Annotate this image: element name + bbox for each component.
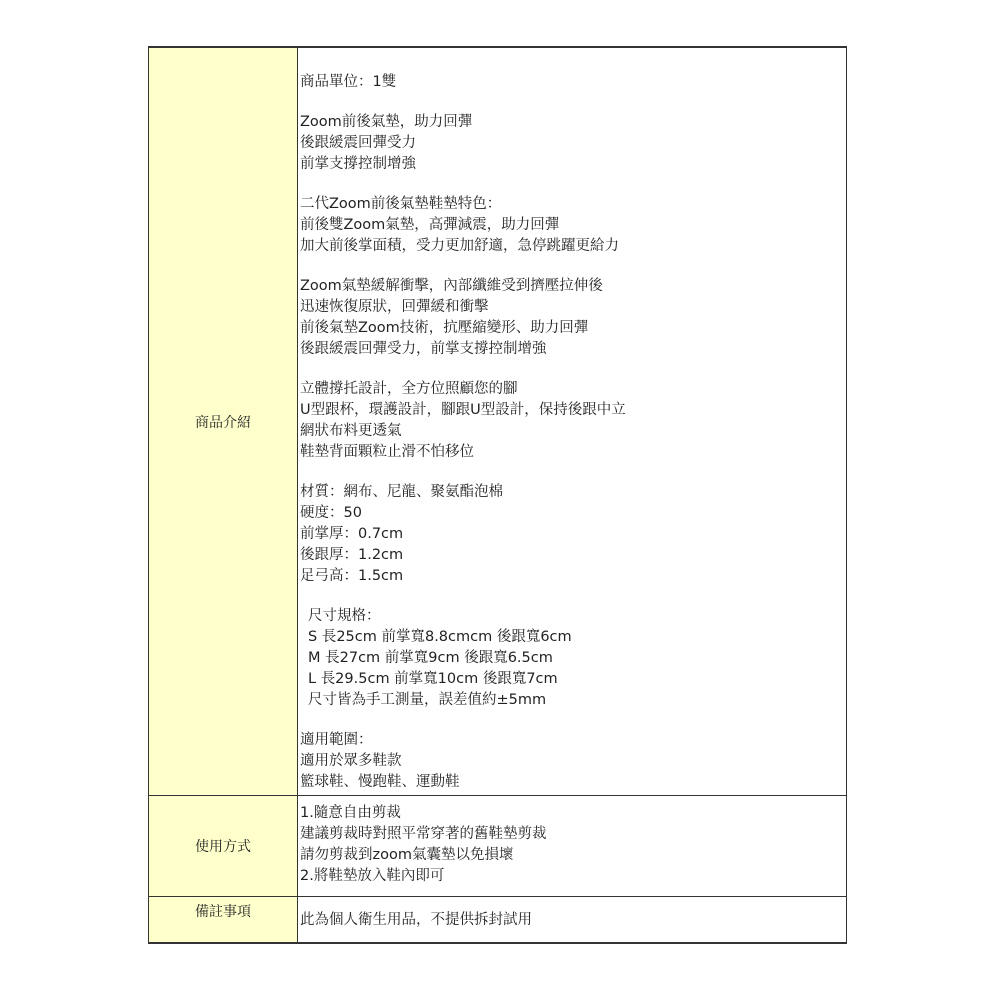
notes-row bbox=[149, 897, 847, 944]
usage-content bbox=[298, 796, 847, 897]
product-spec-table bbox=[148, 46, 847, 944]
text-line: Zoom氣墊緩解衝擊，內部纖維受到擠壓拉伸後 bbox=[300, 278, 603, 294]
text-line: 迅速恢復原狀，回彈緩和衝擊 bbox=[300, 299, 489, 315]
text-line: L 長29.5cm 前掌寬10cm 後跟寬7cm bbox=[308, 671, 558, 687]
text-line: 後跟緩震回彈受力 bbox=[300, 135, 416, 151]
text-line: 前掌厚：0.7cm bbox=[300, 526, 404, 542]
usage-label: 使用方式 bbox=[149, 796, 298, 897]
text-line: 網狀布料更透氣 bbox=[300, 423, 402, 439]
notes-label: 備註事項 bbox=[149, 897, 298, 944]
cushion-tech-group bbox=[298, 276, 846, 360]
text-line: 適用範圍： bbox=[300, 732, 373, 748]
text-line: 商品單位：1雙 bbox=[300, 74, 397, 90]
text-line: 後跟厚：1.2cm bbox=[300, 547, 404, 563]
text-line: 尺寸規格： bbox=[308, 608, 381, 624]
text-line: M 長27cm 前掌寬9cm 後跟寬6.5cm bbox=[308, 650, 553, 666]
intro-row bbox=[149, 47, 847, 796]
text-line: 立體撐托設計，全方位照顧您的腳 bbox=[300, 381, 518, 397]
text-line: 硬度：50 bbox=[300, 505, 362, 521]
text-line: Zoom前後氣墊，助力回彈 bbox=[300, 114, 473, 130]
text-line: 籃球鞋、慢跑鞋、運動鞋 bbox=[300, 774, 460, 790]
text-line: 此為個人衛生用品，不提供拆封試用 bbox=[300, 912, 532, 928]
notes-content bbox=[298, 897, 847, 944]
text-line: 請勿剪裁到zoom氣囊墊以免損壞 bbox=[300, 847, 514, 863]
support-design-group bbox=[298, 379, 846, 463]
text-line: 足弓高：1.5cm bbox=[300, 568, 404, 584]
intro-content bbox=[298, 47, 847, 796]
text-line: U型跟杯，環護設計，腳跟U型設計，保持後跟中立 bbox=[300, 402, 626, 418]
text-line: 後跟緩震回彈受力，前掌支撐控制增強 bbox=[300, 341, 547, 357]
text-line: 材質：網布、尼龍、聚氨酯泡棉 bbox=[300, 484, 503, 500]
applicable-range-group bbox=[298, 730, 846, 793]
text-line: 建議剪裁時對照平常穿著的舊鞋墊剪裁 bbox=[300, 826, 547, 842]
text-line: 加大前後掌面積，受力更加舒適，急停跳躍更給力 bbox=[300, 238, 619, 254]
text-line: 鞋墊背面顆粒止滑不怕移位 bbox=[300, 444, 474, 460]
text-line: 前後雙Zoom氣墊，高彈減震，助力回彈 bbox=[300, 217, 560, 233]
text-line: S 長25cm 前掌寬8.8cmcm 後跟寬6cm bbox=[308, 629, 572, 645]
size-chart-group bbox=[298, 606, 846, 711]
text-line: 2.將鞋墊放入鞋內即可 bbox=[300, 868, 445, 884]
second-gen-features-group bbox=[298, 194, 846, 257]
text-line: 適用於眾多鞋款 bbox=[300, 753, 402, 769]
text-line: 1.隨意自由剪裁 bbox=[300, 805, 401, 821]
usage-row bbox=[149, 796, 847, 897]
text-line: 前掌支撐控制增強 bbox=[300, 156, 416, 172]
text-line: 尺寸皆為手工測量，誤差值約±5mm bbox=[308, 692, 547, 708]
text-line: 前後氣墊Zoom技術，抗壓縮變形、助力回彈 bbox=[300, 320, 589, 336]
material-specs-group bbox=[298, 482, 846, 587]
zoom-features-group bbox=[298, 112, 846, 175]
intro-label: 商品介紹 bbox=[149, 47, 298, 796]
unit-group bbox=[298, 72, 846, 93]
text-line: 二代Zoom前後氣墊鞋墊特色： bbox=[300, 196, 502, 212]
